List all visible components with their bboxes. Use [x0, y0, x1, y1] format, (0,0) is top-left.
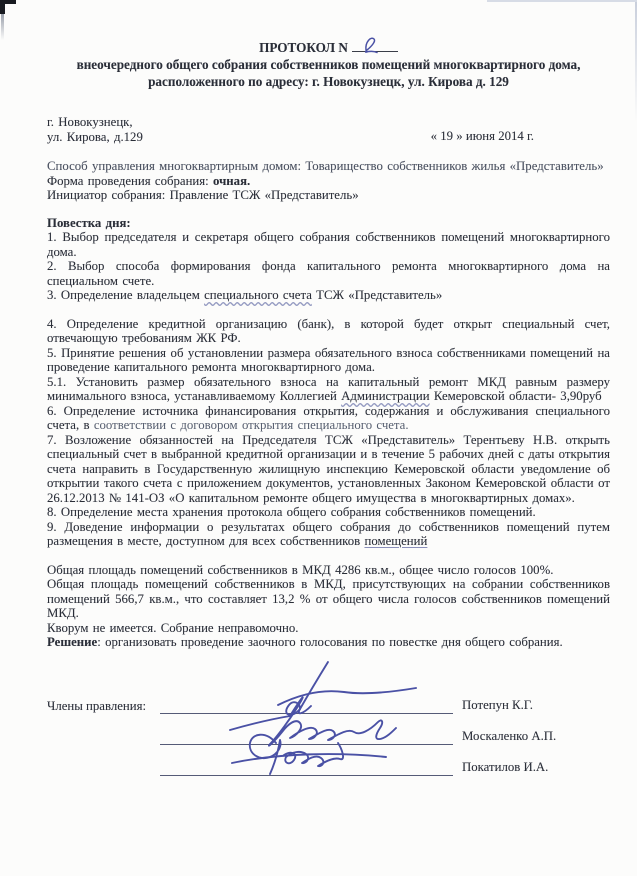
- scan-artifact-corner-fade: [1, 14, 4, 40]
- decision-label: Решение: [47, 635, 98, 649]
- place-street: ул. Кирова, д.129: [47, 129, 143, 144]
- agenda-item-9-text: 9. Доведение информации о результатах общего собрания до собственников помещений путем размещения в месте, доступном для всех собственников: [47, 519, 610, 548]
- total-area-line: Общая площадь помещений собственников в МКД 4286 кв.м., общее число голосов 100%.: [47, 562, 554, 577]
- agenda-item-5-1: [47, 375, 610, 404]
- signatures-block: [47, 683, 610, 776]
- agenda-item-1: 1. Выбор председателя и секретаря общего собрания собственников помещений многоквартирного дома.: [47, 230, 610, 259]
- quorum-line: Кворум не имеется. Собрание неправомочно.: [47, 620, 299, 635]
- blank-line: [47, 303, 610, 317]
- document-title-block: [47, 36, 610, 90]
- management-method-line: [47, 159, 610, 174]
- agenda-item-5: 5. Принятие решения об установлении размера обязательного взноса собственниками помещений на проведение капитального ремонта многоквартирного дома.: [47, 345, 610, 374]
- agenda-item-8: 8. Определение места хранения протокола общего собрания собственников помещений.: [47, 505, 536, 519]
- agenda-item-4: 4. Определение кредитной организацию (банк), в которой будет открыт специальный счет, отвечающую требованиям ЖК РФ.: [47, 316, 610, 345]
- meeting-form-line: [47, 174, 610, 189]
- agenda-item-2: 2. Выбор способа формирования фонда капитального ремонта многоквартирного дома на специальном счете.: [47, 259, 610, 288]
- signature-row-3: [47, 745, 610, 776]
- signature-name-2: Москаленко А.П.: [462, 728, 557, 743]
- protocol-subtitle-1: внеочередного общего собрания собственников помещений многоквартирного дома,: [76, 57, 581, 72]
- meeting-meta-block: [47, 159, 610, 203]
- place-block: [47, 115, 143, 144]
- place-date-row: [47, 115, 610, 144]
- agenda-item-6-faint-text: соответствии с договором открытия специального счета.: [93, 418, 409, 432]
- board-members-label: Члены правления:: [47, 698, 147, 713]
- document-date: « 19 » июня 2014 г.: [430, 129, 534, 143]
- meeting-form-label: Форма проведения собрания:: [47, 173, 214, 188]
- agenda-item-6-text: 6. Определение источника финансирования открытия, содержания и обслуживания специального счета, в: [47, 403, 610, 432]
- protocol-subtitle-2: расположенного по адресу: г. Новокузнецк, ул. Кирова д. 129: [148, 74, 509, 89]
- protocol-title-label: ПРОТОКОЛ N: [259, 40, 348, 55]
- signature-pokatilov: [160, 721, 453, 781]
- handwritten-number-2: [362, 35, 380, 55]
- agenda-item-9: [47, 520, 610, 549]
- initiator-line: Инициатор собрания: Правление ТСЖ «Представитель»: [47, 188, 359, 202]
- signature-line-3: [160, 774, 453, 776]
- agenda-item-6: [47, 404, 610, 433]
- agenda-heading: Повестка дня:: [47, 215, 131, 230]
- protocol-title-line: [47, 36, 610, 56]
- place-city: г. Новокузнецк,: [47, 115, 133, 129]
- signature-name-3: Покатилов И.А.: [462, 759, 549, 774]
- agenda-item-5-1-text: 5.1. Установить размер обязательного взноса на капитальный ремонт МКД равным размеру минимального взноса, устанавливаемому Коллегией: [47, 374, 610, 403]
- scan-artifact-corner: [0, 0, 16, 4]
- agenda-item-3-tail: ТСЖ «Представитель»: [311, 288, 443, 302]
- agenda-item-3-text: 3. Определение владельцем: [47, 288, 205, 302]
- decision-line: [47, 635, 610, 650]
- protocol-number-blank: [352, 36, 398, 52]
- meeting-form-value: очная.: [213, 173, 251, 188]
- agenda-item-5-1-underlined: Администрации: [341, 389, 430, 403]
- agenda-item-7: 7. Возложение обязанностей на Председателя ТСЖ «Представитель» Терентьеву Н.В. открыть специальный счет в выбранной кредитной организации и в течение 5 рабочих дней с даты открытия счета направить в Государственную жилищную инспекцию Кемеровской области уведомление об открытии такого счета с приложением документов, установленных Законом Кемеровской области от 26.12.2013 № 141-ОЗ «О капитальном ремонте общего имущества в многоквартирных домах».: [47, 432, 610, 505]
- present-area-line: Общая площадь помещений собственников в МКД, присутствующих на собрании собственников помещений 566,7 кв.м., что составляет 13,2 % от общего числа голосов собственников помещений МКД.: [47, 577, 610, 620]
- decision-text: : организовать проведение заочного голосования по повестке дня общего собрания.: [97, 635, 563, 649]
- management-method-text: Способ управления многоквартирным домом: Товарищество собственников жилья «Представитель»: [47, 159, 604, 173]
- agenda-item-9-underlined: помещений: [364, 534, 428, 548]
- agenda-item-5-1-tail: Кемеровской области- 3,90руб: [429, 389, 602, 403]
- agenda-item-3-underlined: специального счета: [204, 288, 312, 302]
- agenda-item-3: [47, 288, 610, 303]
- signature-name-1: Потепун К.Г.: [462, 697, 533, 712]
- voting-totals-block: [47, 563, 610, 650]
